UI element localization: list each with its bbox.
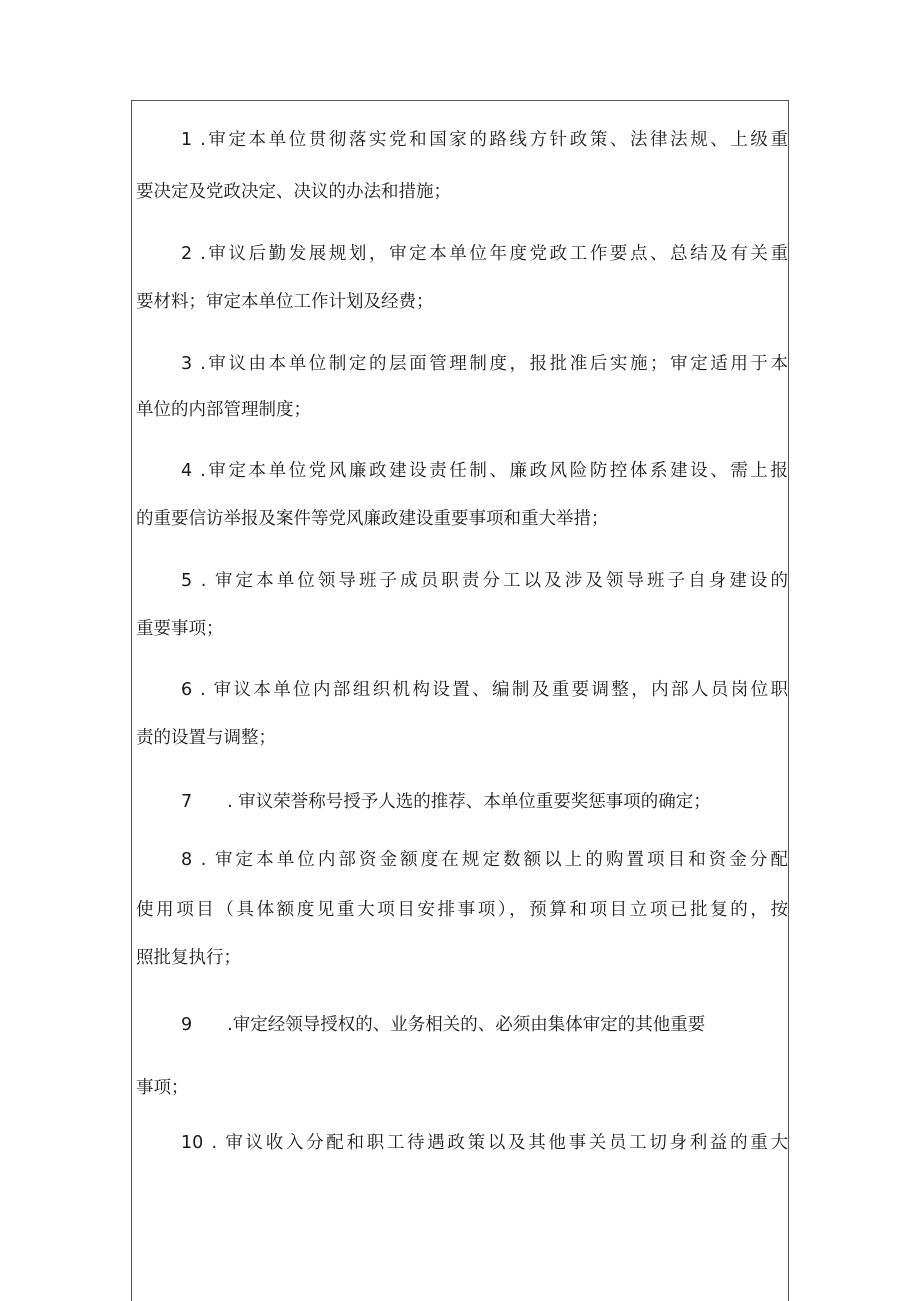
item-10-line-1: 10 . 审议收入分配和职工待遇政策以及其他事关员工切身利益的重大 <box>181 1133 788 1153</box>
item-6-line-2: 责的设置与调整； <box>136 728 276 748</box>
item-6-line-1: 6 . 审议本单位内部组织机构设置、编制及重要调整，内部人员岗位职 <box>181 680 788 700</box>
item-7-line-1: 7 . 审议荣誉称号授予人选的推荐、本单位重要奖惩事项的确定； <box>181 792 711 812</box>
item-9-line-1: 9 .审定经领导授权的、业务相关的、必须由集体审定的其他重要 <box>181 1015 706 1035</box>
item-2-line-1: 2 .审议后勤发展规划，审定本单位年度党政工作要点、总结及有关重 <box>181 244 788 264</box>
item-4-line-2: 的重要信访举报及案件等党风廉政建设重要事项和重大举措； <box>136 509 609 529</box>
item-1-line-2: 要决定及党政决定、决议的办法和措施； <box>136 182 451 202</box>
item-5-line-1: 5 . 审定本单位领导班子成员职责分工以及涉及领导班子自身建设的 <box>181 571 788 591</box>
item-3-line-1: 3 .审议由本单位制定的层面管理制度，报批准后实施；审定适用于本 <box>181 354 788 374</box>
item-8-line-2: 使用项目（具体额度见重大项目安排事项），预算和项目立项已批复的，按 <box>136 900 788 920</box>
item-8-line-1: 8 . 审定本单位内部资金额度在规定数额以上的购置项目和资金分配 <box>181 850 788 870</box>
item-9-line-2: 事项； <box>136 1078 189 1098</box>
item-4-line-1: 4 .审定本单位党风廉政建设责任制、廉政风险防控体系建设、需上报 <box>181 461 788 481</box>
item-1-line-1: 1 .审定本单位贯彻落实党和国家的路线方针政策、法律法规、上级重 <box>181 130 788 150</box>
item-2-line-2: 要材料；审定本单位工作计划及经费； <box>136 292 434 312</box>
item-8-line-3: 照批复执行； <box>136 948 241 968</box>
item-5-line-2: 重要事项； <box>136 619 224 639</box>
item-3-line-2: 单位的内部管理制度； <box>136 400 311 420</box>
